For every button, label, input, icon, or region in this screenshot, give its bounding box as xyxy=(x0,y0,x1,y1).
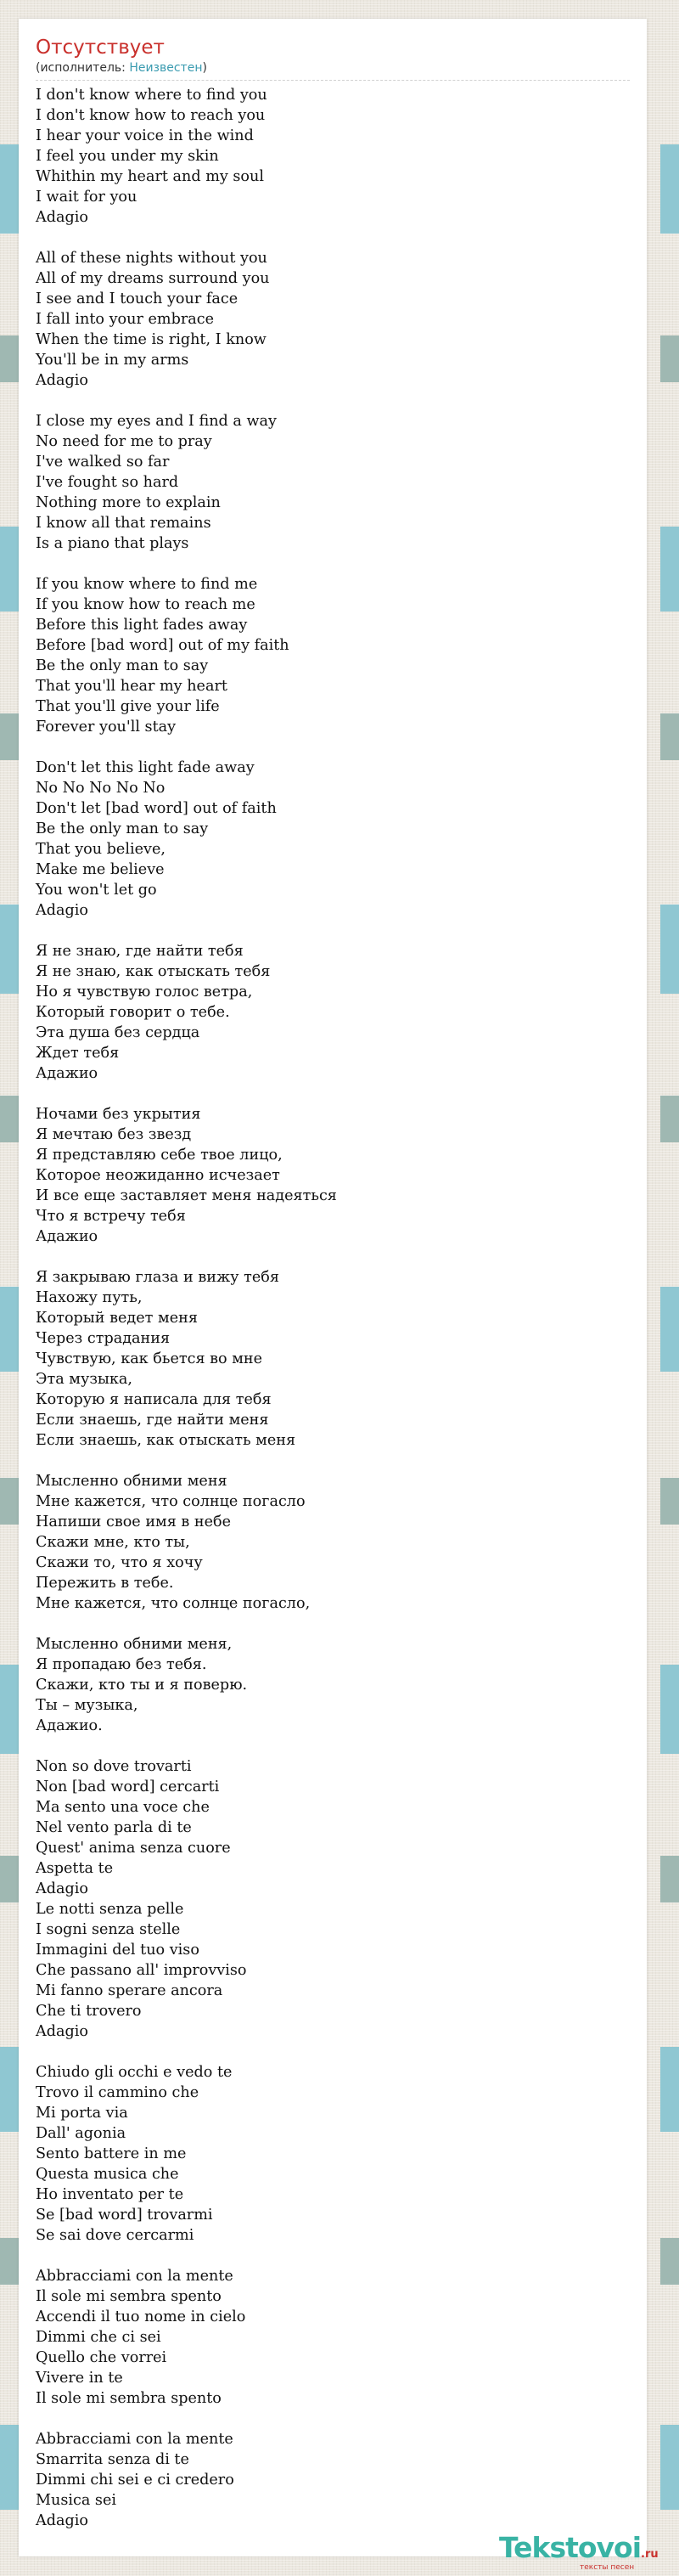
lyric-line: Be the only man to say xyxy=(36,657,209,674)
lyric-line: Если знаешь, как отыскать меня xyxy=(36,1432,296,1449)
stripe-left-4 xyxy=(0,713,19,760)
lyric-line: You won't let go xyxy=(36,882,157,899)
stripe-right-2 xyxy=(660,335,679,382)
lyric-line: No No No No No xyxy=(36,780,166,797)
lyric-line: Я мечтаю без звезд xyxy=(36,1126,192,1143)
lyric-line: I wait for you xyxy=(36,189,137,206)
lyric-line: I hear your voice in the wind xyxy=(36,127,254,144)
lyric-line: Нахожу путь, xyxy=(36,1289,143,1306)
lyric-line: Напиши свое имя в небе xyxy=(36,1513,232,1530)
lyric-line: Адажио. xyxy=(36,1717,103,1734)
lyric-line: Adagio xyxy=(36,2512,88,2529)
lyric-line: Smarrita senza di te xyxy=(36,2451,189,2468)
lyric-line: Before [bad word] out of my faith xyxy=(36,637,289,654)
lyric-line: Il sole mi sembra spento xyxy=(36,2288,222,2305)
lyric-line: Trovo il cammino che xyxy=(36,2084,199,2101)
lyric-line: You'll be in my arms xyxy=(36,352,189,369)
lyric-line: Dimmi chi sei e ci credero xyxy=(36,2472,234,2489)
logo-name: Tekstovoi xyxy=(499,2531,642,2564)
lyric-line: Ждет тебя xyxy=(36,1045,120,1062)
lyric-line: Я не знаю, как отыскать тебя xyxy=(36,963,271,980)
lyric-line: Мысленно обними меня xyxy=(36,1473,227,1490)
lyric-line: I know all that remains xyxy=(36,515,211,532)
stripe-left-5 xyxy=(0,905,19,994)
lyrics-text xyxy=(36,85,630,2551)
lyric-line: I don't know how to reach you xyxy=(36,107,266,124)
lyric-line: Мне кажется, что солнце погасло xyxy=(36,1493,306,1510)
stripe-right-7 xyxy=(660,1287,679,1372)
stripe-right-1 xyxy=(660,144,679,234)
lyric-line: Sento battere in me xyxy=(36,2145,187,2162)
lyric-line: That you'll hear my heart xyxy=(36,678,227,695)
song-header xyxy=(36,36,630,81)
lyric-line: Скажи, кто ты и я поверю. xyxy=(36,1677,248,1694)
stripe-right-8 xyxy=(660,1478,679,1525)
stanza xyxy=(36,1104,630,1247)
lyric-line: I sogni senza stelle xyxy=(36,1921,181,1938)
lyric-line: Я не знаю, где найти тебя xyxy=(36,943,244,960)
lyric-line: Accendi il tuo nome in cielo xyxy=(36,2308,246,2325)
lyric-line: Но я чувствую голос ветра, xyxy=(36,984,253,1001)
lyric-line: All of these nights without you xyxy=(36,250,267,267)
lyric-line: Adagio xyxy=(36,372,88,389)
lyric-line: I see and I touch your face xyxy=(36,290,238,307)
stripe-left-8 xyxy=(0,1478,19,1525)
stanza xyxy=(36,1634,630,1736)
lyric-line: I feel you under my skin xyxy=(36,148,219,165)
lyric-line: Be the only man to say xyxy=(36,820,209,837)
lyric-line: That you believe, xyxy=(36,841,166,858)
lyric-line: Se [bad word] trovarmi xyxy=(36,2207,213,2224)
lyric-line: Abbracciami con la mente xyxy=(36,2268,233,2285)
stripe-left-10 xyxy=(0,1856,19,1902)
lyric-line: Le notti senza pelle xyxy=(36,1901,184,1918)
lyric-line: Adagio xyxy=(36,209,88,226)
lyric-line: Ma sento una voce che xyxy=(36,1799,210,1816)
stanza xyxy=(36,941,630,1084)
lyric-line: Don't let this light fade away xyxy=(36,759,255,776)
lyric-line: Адажио xyxy=(36,1228,98,1245)
lyric-line: Make me believe xyxy=(36,861,165,878)
lyric-line: Il sole mi sembra spento xyxy=(36,2390,222,2407)
lyric-line: Abbracciami con la mente xyxy=(36,2431,233,2448)
stripe-right-10 xyxy=(660,1856,679,1902)
lyric-line: Эта музыка, xyxy=(36,1371,132,1388)
lyric-line: Adagio xyxy=(36,1880,88,1897)
lyric-line: Quello che vorrei xyxy=(36,2349,167,2366)
stripe-right-11 xyxy=(660,2047,679,2132)
lyric-line: Forever you'll stay xyxy=(36,719,177,736)
stripe-left-7 xyxy=(0,1287,19,1372)
lyric-line: И все еще заставляет меня надеяться xyxy=(36,1187,337,1204)
lyric-line: Before this light fades away xyxy=(36,617,248,634)
lyric-line: I've fought so hard xyxy=(36,474,179,491)
lyric-line: Vivere in te xyxy=(36,2370,123,2387)
stripe-right-6 xyxy=(660,1096,679,1142)
lyric-line: Mi porta via xyxy=(36,2105,128,2122)
lyric-line: Dall' agonia xyxy=(36,2125,126,2142)
lyric-line: Ночами без укрытия xyxy=(36,1106,201,1123)
stripe-right-3 xyxy=(660,527,679,612)
lyric-line: Скажи мне, кто ты, xyxy=(36,1534,190,1551)
stripe-left-6 xyxy=(0,1096,19,1142)
lyric-line: Адажио xyxy=(36,1065,98,1082)
lyric-line: If you know how to reach me xyxy=(36,596,255,613)
stripe-right-12 xyxy=(660,2238,679,2285)
lyric-line: I've walked so far xyxy=(36,454,170,471)
lyric-line: Chiudo gli occhi e vedo te xyxy=(36,2064,233,2081)
stanza xyxy=(36,2429,630,2531)
lyric-line: Non [bad word] cercarti xyxy=(36,1778,220,1795)
song-title: Отсутствует xyxy=(36,37,165,59)
lyric-line: Che ti trovero xyxy=(36,2003,142,2020)
lyric-line: When the time is right, I know xyxy=(36,331,267,348)
lyric-line: Nel vento parla di te xyxy=(36,1819,192,1836)
stripe-left-2 xyxy=(0,335,19,382)
artist-suffix: ) xyxy=(202,61,207,75)
stanza xyxy=(36,758,630,921)
lyric-line: Что я встречу тебя xyxy=(36,1208,186,1225)
site-logo[interactable] xyxy=(499,2531,659,2572)
lyric-line: Immagini del tuo viso xyxy=(36,1942,199,1959)
lyric-line: Dimmi che ci sei xyxy=(36,2329,161,2346)
lyric-line: Мысленно обними меня, xyxy=(36,1636,233,1653)
lyric-line: I fall into your embrace xyxy=(36,311,214,328)
artist-line xyxy=(36,59,630,81)
lyric-line: Который говорит о тебе. xyxy=(36,1004,230,1021)
stripe-left-12 xyxy=(0,2238,19,2285)
lyric-line: Whithin my heart and my soul xyxy=(36,168,264,185)
lyric-line: Quest' anima senza cuore xyxy=(36,1840,231,1857)
lyrics-card xyxy=(19,19,659,2572)
stanza xyxy=(36,85,630,228)
logo-tld: .ru xyxy=(641,2548,659,2561)
lyric-line: No need for me to pray xyxy=(36,433,212,450)
lyric-line: Который ведет меня xyxy=(36,1310,198,1327)
lyric-line: Adagio xyxy=(36,902,88,919)
lyric-line: All of my dreams surround you xyxy=(36,270,270,287)
lyric-line: Через страдания xyxy=(36,1330,171,1347)
lyric-line: Musica sei xyxy=(36,2492,117,2509)
lyric-line: I close my eyes and I find a way xyxy=(36,413,277,430)
stanza xyxy=(36,1471,630,1614)
lyric-line: Скажи то, что я хочу xyxy=(36,1554,203,1571)
stanza xyxy=(36,411,630,554)
lyric-line: Mi fanno sperare ancora xyxy=(36,1982,223,1999)
lyric-line: Don't let [bad word] out of faith xyxy=(36,800,277,817)
stripe-right-4 xyxy=(660,713,679,760)
lyric-line: Пережить в тебе. xyxy=(36,1575,174,1592)
lyric-line: Adagio xyxy=(36,2023,88,2040)
lyric-line: Которое неожиданно исчезает xyxy=(36,1167,280,1184)
stanza xyxy=(36,2266,630,2409)
stanza xyxy=(36,1267,630,1451)
lyric-line: Эта душа без сердца xyxy=(36,1024,200,1041)
lyric-line: Nothing more to explain xyxy=(36,494,221,511)
lyric-line: Se sai dove cercarmi xyxy=(36,2227,194,2244)
stripe-left-9 xyxy=(0,1665,19,1754)
lyric-line: Я представляю себе твое лицо, xyxy=(36,1147,283,1164)
lyric-line: Ты – музыка, xyxy=(36,1697,138,1714)
lyric-line: Которую я написала для тебя xyxy=(36,1391,272,1408)
stanza xyxy=(36,248,630,391)
lyric-line: Я закрываю глаза и вижу тебя xyxy=(36,1269,279,1286)
lyric-line: That you'll give your life xyxy=(36,698,220,715)
stripe-right-9 xyxy=(660,1665,679,1754)
stripe-right-5 xyxy=(660,905,679,994)
logo-tagline: тексты песен xyxy=(580,2563,635,2572)
lyric-line: Non so dove trovarti xyxy=(36,1758,192,1775)
artist-link[interactable]: Неизвестен xyxy=(129,61,203,75)
lyric-line: Ho inventato per te xyxy=(36,2186,184,2203)
stripe-left-13 xyxy=(0,2425,19,2510)
lyric-line: Чувствую, как бьется во мне xyxy=(36,1350,263,1367)
stanza xyxy=(36,1756,630,2042)
lyric-line: Questa musica che xyxy=(36,2166,179,2183)
artist-prefix: (исполнитель: xyxy=(36,61,130,75)
lyric-line: Мне кажется, что солнце погасло, xyxy=(36,1595,311,1612)
lyric-line: Aspetta te xyxy=(36,1860,114,1877)
stanza xyxy=(36,574,630,737)
stripe-right-13 xyxy=(660,2425,679,2510)
lyric-line: I don't know where to find you xyxy=(36,87,267,104)
lyric-line: If you know where to find me xyxy=(36,576,258,593)
stanza xyxy=(36,2062,630,2246)
lyric-line: Если знаешь, где найти меня xyxy=(36,1412,269,1429)
stripe-left-1 xyxy=(0,144,19,234)
lyric-line: Я пропадаю без тебя. xyxy=(36,1656,207,1673)
stripe-left-11 xyxy=(0,2047,19,2132)
lyric-line: Is a piano that plays xyxy=(36,535,189,552)
stripe-left-3 xyxy=(0,527,19,612)
lyric-line: Che passano all' improvviso xyxy=(36,1962,247,1979)
